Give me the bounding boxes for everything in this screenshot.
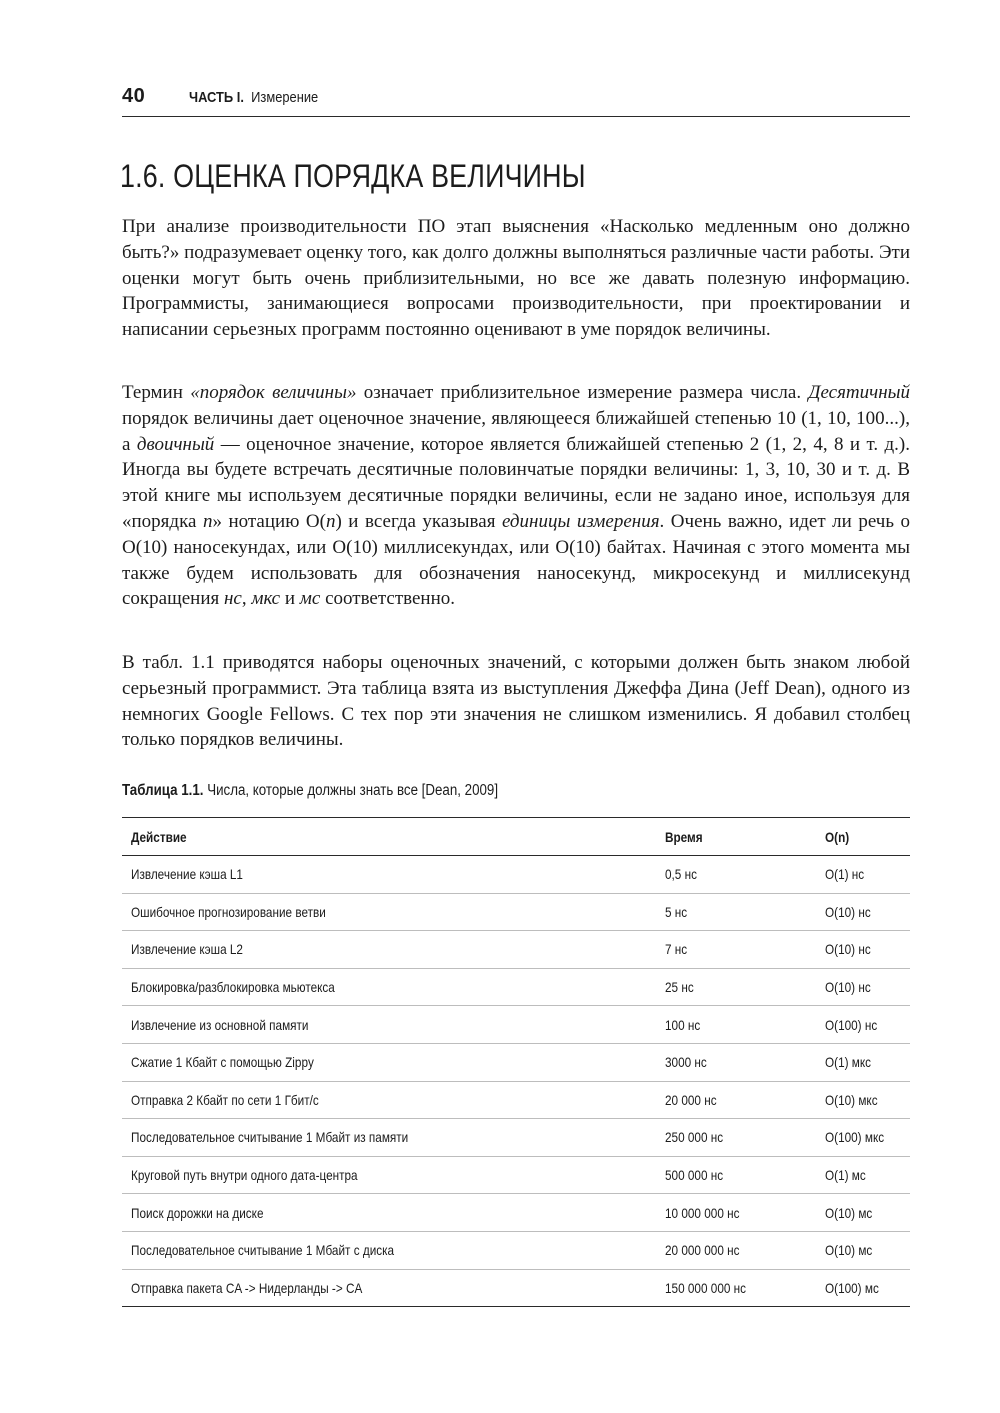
cell-time-text: 7 нс bbox=[665, 941, 688, 958]
table-caption-label: Таблица 1.1. bbox=[122, 782, 204, 799]
cell-action bbox=[122, 1006, 656, 1044]
cell-action-text: Отправка 2 Кбайт по сети 1 Гбит/с bbox=[131, 1091, 319, 1108]
cell-action bbox=[122, 1043, 656, 1081]
italic-term: мкс bbox=[251, 588, 281, 610]
table-row bbox=[122, 1081, 910, 1119]
numbers-table bbox=[122, 817, 910, 1307]
table-caption bbox=[122, 782, 800, 800]
text-run: порядок величины дает оценочное значение, являющееся ближайшей степенью 10 (1, 10, 100...), а bbox=[122, 407, 910, 455]
cell-time bbox=[656, 1119, 816, 1157]
part-title: Измерение bbox=[251, 89, 319, 106]
cell-time bbox=[656, 968, 816, 1006]
running-head bbox=[122, 84, 910, 117]
paragraph-order-of-magnitude bbox=[122, 380, 910, 612]
cell-time-text: 25 нс bbox=[665, 979, 694, 996]
table-row bbox=[122, 1156, 910, 1194]
paragraph-intro: При анализе производительности ПО этап выяснения «Насколько медленным оно должно быть?» подразумевает оценку того, как долго должны выполняться различные части работы. Эти оценки могут быть очень приблизительными, но все же давать полезную информацию. Программисты, занимающиеся вопросами производительности, при проектировании и написании серьезных программ постоянно оценивают в уме порядок величины. bbox=[122, 216, 910, 341]
cell-time-text: 0,5 нс bbox=[665, 866, 697, 883]
cell-time-text: 250 000 нс bbox=[665, 1129, 724, 1146]
cell-order-text: O(10) мс bbox=[825, 1204, 873, 1221]
table-body bbox=[122, 856, 910, 1307]
header-action: Действие bbox=[122, 818, 656, 856]
cell-order bbox=[816, 1194, 910, 1232]
italic-term: Десятичный bbox=[808, 382, 911, 403]
text-run: . Очень важно, идет ли речь о O(10) наносекундах, или O(10) миллисекундах, или O(10) байтах. Начиная с этого момента мы также будем использовать для обозначения наносекунд, микросекунд и миллисекунд сокращения bbox=[122, 510, 911, 610]
page-number: 40 bbox=[122, 85, 146, 107]
cell-action bbox=[122, 856, 656, 894]
section-title: 1.6. ОЦЕНКА ПОРЯДКА ВЕЛИЧИНЫ bbox=[120, 158, 586, 194]
header-time: Время bbox=[656, 818, 816, 856]
cell-order-text: O(1) мс bbox=[825, 1167, 866, 1184]
cell-order-text: O(100) нс bbox=[825, 1016, 878, 1033]
cell-order-text: O(10) нс bbox=[825, 941, 871, 958]
cell-action bbox=[122, 1231, 656, 1269]
cell-action-text: Поиск дорожки на диске bbox=[131, 1204, 264, 1221]
cell-time bbox=[656, 893, 816, 931]
italic-term: мс bbox=[299, 588, 321, 610]
part-number: ЧАСТЬ I. bbox=[189, 89, 244, 106]
cell-action bbox=[122, 893, 656, 931]
italic-term: двоичный bbox=[136, 433, 215, 455]
cell-action bbox=[122, 1269, 656, 1307]
cell-time-text: 20 000 нс bbox=[665, 1091, 717, 1108]
cell-action-text: Отправка пакета CA -> Нидерланды -> CA bbox=[131, 1279, 363, 1296]
text-run: ) и всегда указывая bbox=[335, 510, 502, 532]
cell-order-text: O(10) нс bbox=[825, 979, 871, 996]
italic-term: n bbox=[325, 510, 336, 532]
cell-action bbox=[122, 931, 656, 969]
table-row bbox=[122, 1043, 910, 1081]
text-run: и bbox=[280, 588, 300, 610]
cell-action bbox=[122, 1194, 656, 1232]
cell-time bbox=[656, 856, 816, 894]
table-header-row bbox=[122, 818, 910, 856]
italic-term: «порядок величины» bbox=[190, 382, 357, 403]
cell-action bbox=[122, 1156, 656, 1194]
text-run: соответственно. bbox=[320, 588, 456, 610]
cell-order bbox=[816, 1006, 910, 1044]
cell-order bbox=[816, 1156, 910, 1194]
cell-action bbox=[122, 1119, 656, 1157]
paragraph-table-intro: В табл. 1.1 приводятся наборы оценочных значений, с которыми должен быть знаком любой серьезный программист. Эта таблица взята из выступления Джеффа Дина (Jeff Dean), одного из немногих Google Fellows. С тех пор эти значения не слишком изменились. Я добавил столбец только порядков величины. bbox=[122, 652, 910, 751]
cell-time bbox=[656, 1156, 816, 1194]
table-row bbox=[122, 931, 910, 969]
cell-order-text: O(10) мкс bbox=[825, 1091, 878, 1108]
table-row bbox=[122, 893, 910, 931]
cell-time bbox=[656, 1194, 816, 1232]
cell-time bbox=[656, 1269, 816, 1307]
header-order: O(n) bbox=[816, 818, 910, 856]
text-run: Термин bbox=[122, 382, 191, 403]
text-run: — оценочное значение, которое является ближайшей степенью 2 (1, 2, 4, 8 и т. д.). Иногда вы будете встречать десятичные половинчатые порядки величины: 1, 3, 10, 30 и т. д. В этой книге мы используем десятичные порядки величины, если не задано иное, используя для «порядка bbox=[122, 433, 910, 532]
cell-time bbox=[656, 1006, 816, 1044]
italic-term: n bbox=[202, 510, 213, 532]
italic-term: единицы измерения bbox=[501, 510, 660, 532]
cell-order bbox=[816, 1081, 910, 1119]
italic-term: нс bbox=[224, 588, 242, 610]
table-row bbox=[122, 1269, 910, 1307]
cell-time-text: 20 000 000 нс bbox=[665, 1242, 740, 1259]
cell-order bbox=[816, 893, 910, 931]
cell-order-text: O(10) мс bbox=[825, 1242, 873, 1259]
table-row bbox=[122, 1231, 910, 1269]
cell-order bbox=[816, 968, 910, 1006]
cell-action bbox=[122, 1081, 656, 1119]
cell-order-text: O(10) нс bbox=[825, 903, 871, 920]
cell-action-text: Сжатие 1 Кбайт с помощью Zippy bbox=[131, 1054, 314, 1071]
table-caption-text: Числа, которые должны знать все [Dean, 2009] bbox=[207, 782, 499, 799]
cell-action-text: Извлечение кэша L1 bbox=[131, 866, 243, 883]
cell-order bbox=[816, 856, 910, 894]
cell-order-text: O(1) мкс bbox=[825, 1054, 872, 1071]
text-run: » нотацию O( bbox=[212, 510, 326, 532]
text-run: означает приблизительное измерение размера числа. bbox=[356, 382, 809, 403]
cell-action bbox=[122, 968, 656, 1006]
cell-time-text: 5 нс bbox=[665, 903, 688, 920]
table-row bbox=[122, 1006, 910, 1044]
cell-action-text: Извлечение из основной памяти bbox=[131, 1016, 309, 1033]
cell-order bbox=[816, 1043, 910, 1081]
cell-time-text: 500 000 нс bbox=[665, 1167, 724, 1184]
cell-time-text: 10 000 000 нс bbox=[665, 1204, 740, 1221]
cell-time-text: 150 000 000 нс bbox=[665, 1279, 747, 1296]
cell-time-text: 3000 нс bbox=[665, 1054, 707, 1071]
part-label bbox=[189, 89, 318, 106]
cell-action-text: Ошибочное прогнозирование ветви bbox=[131, 903, 326, 920]
cell-action-text: Блокировка/разблокировка мьютекса bbox=[131, 979, 335, 996]
cell-order bbox=[816, 931, 910, 969]
cell-order bbox=[816, 1119, 910, 1157]
cell-action-text: Круговой путь внутри одного дата-центра bbox=[131, 1167, 358, 1184]
cell-order bbox=[816, 1269, 910, 1307]
cell-action-text: Извлечение кэша L2 bbox=[131, 941, 243, 958]
cell-time-text: 100 нс bbox=[665, 1016, 701, 1033]
table-row bbox=[122, 856, 910, 894]
cell-time bbox=[656, 1231, 816, 1269]
cell-time bbox=[656, 1043, 816, 1081]
table-row bbox=[122, 1194, 910, 1232]
cell-time bbox=[656, 1081, 816, 1119]
table-row bbox=[122, 1119, 910, 1157]
cell-order-text: O(100) мкс bbox=[825, 1129, 885, 1146]
cell-action-text: Последовательное считывание 1 Мбайт с диска bbox=[131, 1242, 395, 1259]
cell-order-text: O(100) мс bbox=[825, 1279, 879, 1296]
text-run: , bbox=[241, 588, 252, 610]
cell-order bbox=[816, 1231, 910, 1269]
cell-order-text: O(1) нс bbox=[825, 866, 865, 883]
table-row bbox=[122, 968, 910, 1006]
cell-action-text: Последовательное считывание 1 Мбайт из памяти bbox=[131, 1129, 409, 1146]
cell-time bbox=[656, 931, 816, 969]
